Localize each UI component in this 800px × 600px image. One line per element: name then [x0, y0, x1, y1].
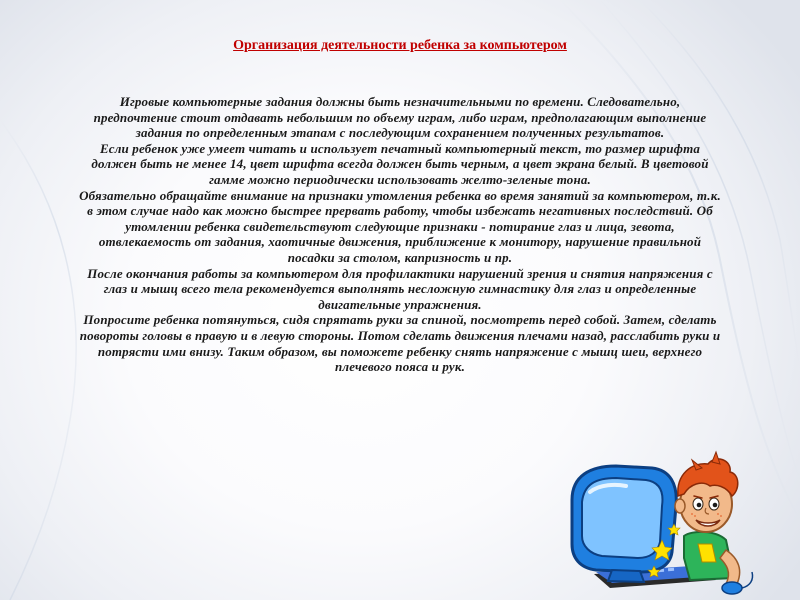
- child-at-computer-icon: [566, 440, 756, 596]
- paragraph: Попросите ребенка потянуться, сидя спрятать руки за спиной, посмотреть перед собой. Затем, сделать повороты головы в правую и в левую стороны. Потом сделать движения плечами назад, расслабить руки и потрясти ими внизу. Таким образом, вы поможете ребенку снять напряжение с мышц шеи, верхнего плечевого пояса и рук.: [79, 312, 721, 375]
- paragraph: Игровые компьютерные задания должны быть незначительными по времени. Следовательно, предпочтение стоит отдавать небольшим по объему играм, либо играм, предполагающим выполнение задания по определенным этапам с последующим сохранением полученных результатов.: [93, 94, 707, 141]
- paragraph: Обязательно обращайте внимание на признаки утомления ребенка во время занятий за компьютером, т.к. в этом случае надо как можно быстрее прервать работу, чтобы избежать негативных последствий. Об утомлении ребенка свидетельствуют следующие признаки - потирание глаз и лица, зевота, отвлекаемость от задания, хаотичные движения, приближение к монитору, нарушение правильной посадки за столом, капризность и пр.: [79, 187, 721, 265]
- paragraph: Если ребенок уже умеет читать и использует печатный компьютерный текст, то размер шрифта должен быть не менее 14, цвет шрифта всегда должен быть черным, а цвет экрана белый. В цветовой гамме можно периодически использовать желто-зеленые тона.: [91, 140, 709, 187]
- body-text: [78, 94, 722, 375]
- slide-title: Организация деятельности ребенка за компьютером: [233, 38, 567, 53]
- paragraph: После окончания работы за компьютером для профилактики нарушений зрения и снятия напряжения с глаз и мышц всего тела рекомендуется выполнять несложную гимнастику для глаз и определенные двигательные упражнения.: [87, 265, 713, 312]
